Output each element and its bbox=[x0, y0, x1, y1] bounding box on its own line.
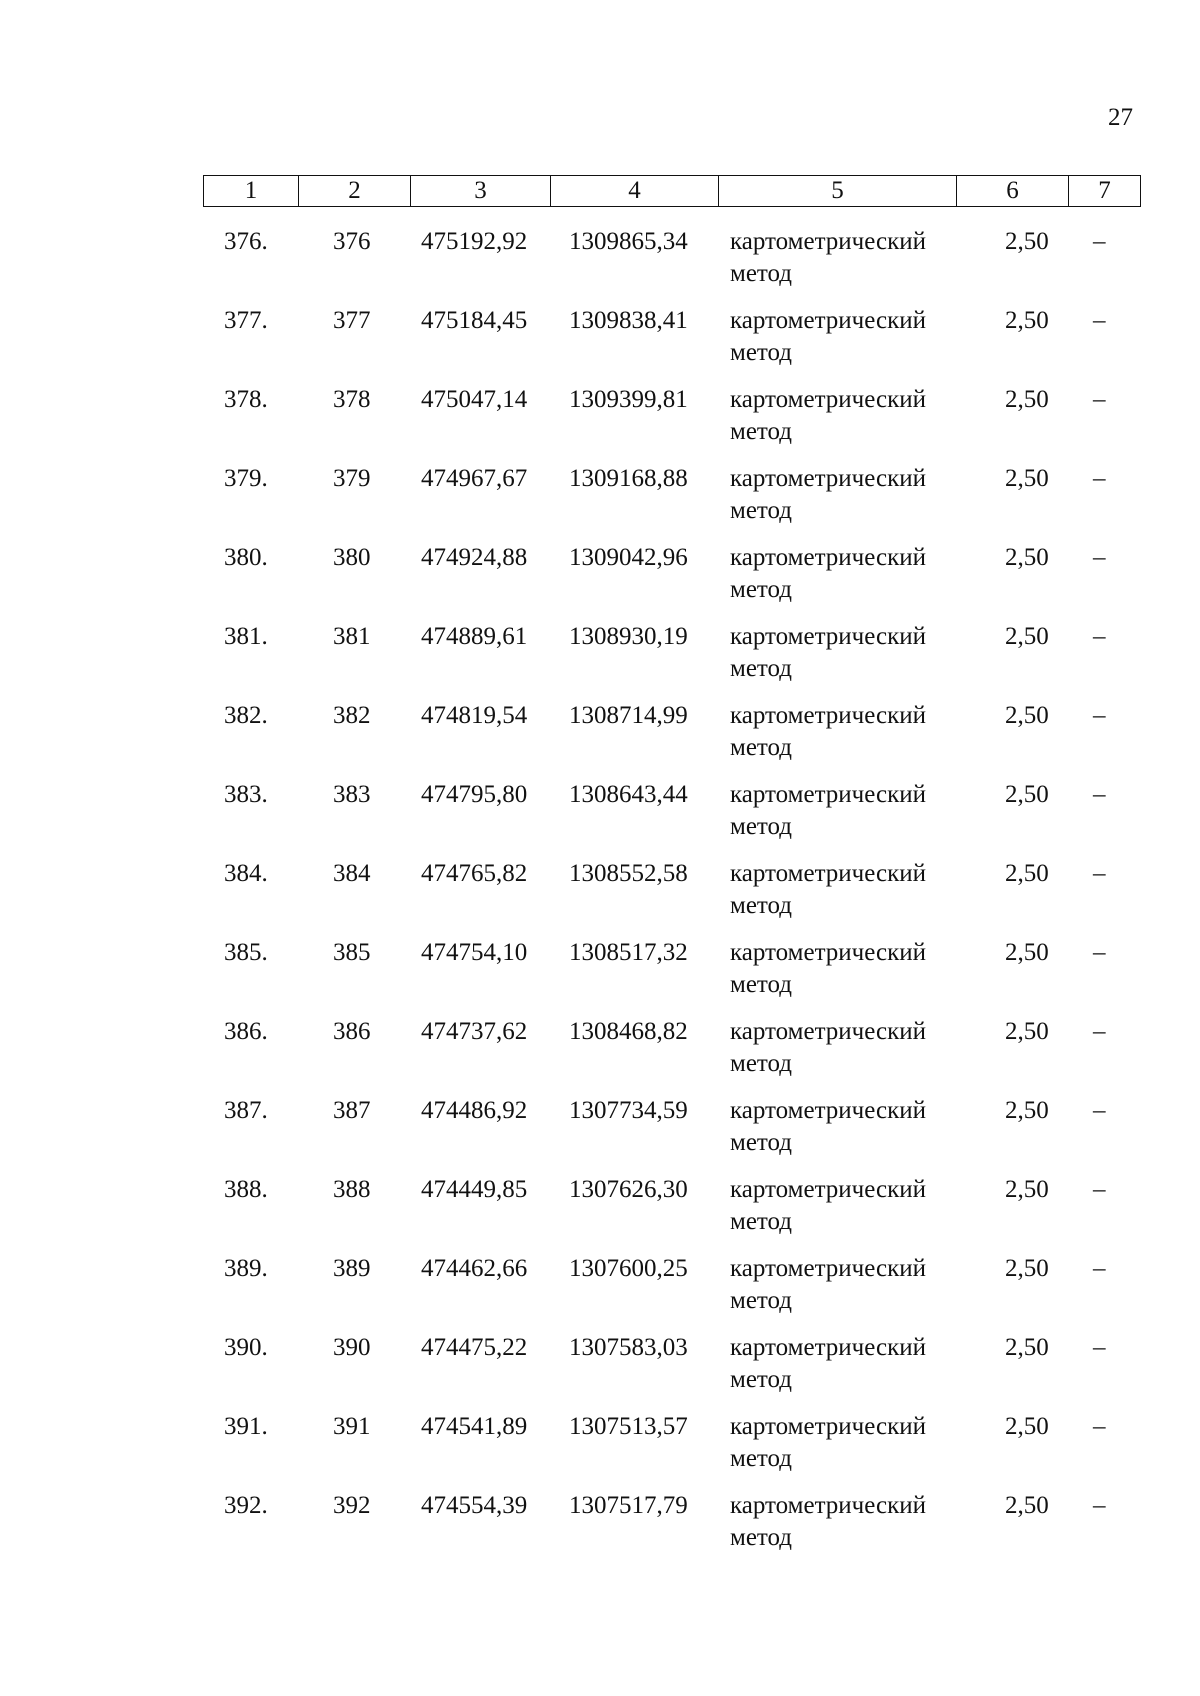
point-id: 386 bbox=[333, 1018, 371, 1045]
column-header: 4 bbox=[551, 176, 719, 207]
accuracy: 2,50 bbox=[1005, 781, 1049, 808]
accuracy: 2,50 bbox=[1005, 1492, 1049, 1519]
note: – bbox=[1093, 623, 1106, 650]
method-line-1: картометрический bbox=[730, 386, 926, 413]
method-line-2: метод bbox=[730, 971, 793, 998]
row-number: 380. bbox=[224, 544, 268, 571]
accuracy: 2,50 bbox=[1005, 1018, 1049, 1045]
method bbox=[730, 1016, 926, 1080]
coordinate-y: 1308517,32 bbox=[569, 939, 688, 966]
coordinate-x: 474795,80 bbox=[421, 781, 528, 808]
method-line-1: картометрический bbox=[730, 860, 926, 887]
row-number: 376. bbox=[224, 228, 268, 255]
accuracy: 2,50 bbox=[1005, 1097, 1049, 1124]
method-line-2: метод bbox=[730, 655, 793, 682]
method bbox=[730, 463, 926, 527]
method-line-2: метод bbox=[730, 418, 793, 445]
method-line-1: картометрический bbox=[730, 939, 926, 966]
method-line-1: картометрический bbox=[730, 1334, 926, 1361]
coordinate-y: 1307513,57 bbox=[569, 1413, 688, 1440]
accuracy: 2,50 bbox=[1005, 860, 1049, 887]
method-line-1: картометрический bbox=[730, 1413, 926, 1440]
method-line-1: картометрический bbox=[730, 228, 926, 255]
row-number: 384. bbox=[224, 860, 268, 887]
method-line-2: метод bbox=[730, 892, 793, 919]
coordinate-y: 1308930,19 bbox=[569, 623, 688, 650]
coordinate-x: 474765,82 bbox=[421, 860, 528, 887]
method-line-1: картометрический bbox=[730, 1176, 926, 1203]
point-id: 382 bbox=[333, 702, 371, 729]
method-line-2: метод bbox=[730, 1129, 793, 1156]
point-id: 385 bbox=[333, 939, 371, 966]
point-id: 381 bbox=[333, 623, 371, 650]
note: – bbox=[1093, 1334, 1106, 1361]
method-line-1: картометрический bbox=[730, 307, 926, 334]
method-line-2: метод bbox=[730, 576, 793, 603]
column-header: 7 bbox=[1069, 176, 1141, 207]
point-id: 390 bbox=[333, 1334, 371, 1361]
point-id: 384 bbox=[333, 860, 371, 887]
table-row bbox=[203, 621, 1142, 700]
row-number: 378. bbox=[224, 386, 268, 413]
table-row bbox=[203, 1490, 1142, 1569]
method-line-1: картометрический bbox=[730, 1018, 926, 1045]
coordinate-x: 474967,67 bbox=[421, 465, 528, 492]
coordinate-x: 475192,92 bbox=[421, 228, 528, 255]
method bbox=[730, 1174, 926, 1238]
method bbox=[730, 305, 926, 369]
method-line-1: картометрический bbox=[730, 1255, 926, 1282]
method bbox=[730, 384, 926, 448]
table-row bbox=[203, 226, 1142, 305]
note: – bbox=[1093, 781, 1106, 808]
row-number: 379. bbox=[224, 465, 268, 492]
table-row bbox=[203, 700, 1142, 779]
note: – bbox=[1093, 1176, 1106, 1203]
note: – bbox=[1093, 386, 1106, 413]
coordinate-x: 475047,14 bbox=[421, 386, 528, 413]
method bbox=[730, 858, 926, 922]
method bbox=[730, 779, 926, 843]
accuracy: 2,50 bbox=[1005, 228, 1049, 255]
note: – bbox=[1093, 465, 1106, 492]
coordinate-x: 475184,45 bbox=[421, 307, 528, 334]
note: – bbox=[1093, 702, 1106, 729]
point-id: 376 bbox=[333, 228, 371, 255]
accuracy: 2,50 bbox=[1005, 1413, 1049, 1440]
note: – bbox=[1093, 307, 1106, 334]
coordinate-x: 474889,61 bbox=[421, 623, 528, 650]
note: – bbox=[1093, 544, 1106, 571]
coordinate-x: 474462,66 bbox=[421, 1255, 528, 1282]
coordinate-x: 474819,54 bbox=[421, 702, 528, 729]
table-row bbox=[203, 1411, 1142, 1490]
coordinate-x: 474737,62 bbox=[421, 1018, 528, 1045]
coordinate-y: 1309865,34 bbox=[569, 228, 688, 255]
table-row bbox=[203, 305, 1142, 384]
note: – bbox=[1093, 1018, 1106, 1045]
row-number: 388. bbox=[224, 1176, 268, 1203]
accuracy: 2,50 bbox=[1005, 623, 1049, 650]
method-line-1: картометрический bbox=[730, 1492, 926, 1519]
table-row bbox=[203, 1332, 1142, 1411]
row-number: 389. bbox=[224, 1255, 268, 1282]
table-row bbox=[203, 1016, 1142, 1095]
row-number: 383. bbox=[224, 781, 268, 808]
note: – bbox=[1093, 939, 1106, 966]
accuracy: 2,50 bbox=[1005, 1255, 1049, 1282]
accuracy: 2,50 bbox=[1005, 702, 1049, 729]
point-id: 392 bbox=[333, 1492, 371, 1519]
table-row bbox=[203, 858, 1142, 937]
point-id: 380 bbox=[333, 544, 371, 571]
column-header: 2 bbox=[299, 176, 411, 207]
accuracy: 2,50 bbox=[1005, 307, 1049, 334]
page-number: 27 bbox=[1108, 104, 1133, 131]
method-line-1: картометрический bbox=[730, 623, 926, 650]
method bbox=[730, 1253, 926, 1317]
row-number: 387. bbox=[224, 1097, 268, 1124]
note: – bbox=[1093, 228, 1106, 255]
accuracy: 2,50 bbox=[1005, 939, 1049, 966]
table-row bbox=[203, 542, 1142, 621]
point-id: 383 bbox=[333, 781, 371, 808]
coordinate-x: 474449,85 bbox=[421, 1176, 528, 1203]
header-row bbox=[204, 176, 1141, 207]
method-line-2: метод bbox=[730, 734, 793, 761]
note: – bbox=[1093, 860, 1106, 887]
column-header: 3 bbox=[411, 176, 551, 207]
row-number: 381. bbox=[224, 623, 268, 650]
method bbox=[730, 1490, 926, 1554]
coordinate-y: 1308643,44 bbox=[569, 781, 688, 808]
accuracy: 2,50 bbox=[1005, 386, 1049, 413]
coordinate-y: 1309399,81 bbox=[569, 386, 688, 413]
point-id: 378 bbox=[333, 386, 371, 413]
accuracy: 2,50 bbox=[1005, 544, 1049, 571]
table-row bbox=[203, 1253, 1142, 1332]
method-line-1: картометрический bbox=[730, 702, 926, 729]
note: – bbox=[1093, 1097, 1106, 1124]
coordinate-x: 474475,22 bbox=[421, 1334, 528, 1361]
coordinate-rows bbox=[203, 226, 1142, 1569]
point-id: 387 bbox=[333, 1097, 371, 1124]
method-line-2: метод bbox=[730, 1445, 793, 1472]
method-line-2: метод bbox=[730, 1366, 793, 1393]
method-line-1: картометрический bbox=[730, 465, 926, 492]
point-id: 377 bbox=[333, 307, 371, 334]
row-number: 382. bbox=[224, 702, 268, 729]
method bbox=[730, 1332, 926, 1396]
method bbox=[730, 700, 926, 764]
note: – bbox=[1093, 1492, 1106, 1519]
note: – bbox=[1093, 1413, 1106, 1440]
point-id: 389 bbox=[333, 1255, 371, 1282]
method bbox=[730, 621, 926, 685]
method bbox=[730, 226, 926, 290]
coordinate-y: 1309168,88 bbox=[569, 465, 688, 492]
method-line-2: метод bbox=[730, 1287, 793, 1314]
point-id: 388 bbox=[333, 1176, 371, 1203]
method-line-2: метод bbox=[730, 497, 793, 524]
coordinate-x: 474541,89 bbox=[421, 1413, 528, 1440]
method bbox=[730, 1411, 926, 1475]
method-line-2: метод bbox=[730, 339, 793, 366]
method-line-2: метод bbox=[730, 813, 793, 840]
note: – bbox=[1093, 1255, 1106, 1282]
coordinate-y: 1308714,99 bbox=[569, 702, 688, 729]
method-line-1: картометрический bbox=[730, 781, 926, 808]
table-row bbox=[203, 937, 1142, 1016]
table-row bbox=[203, 463, 1142, 542]
coordinate-x: 474924,88 bbox=[421, 544, 528, 571]
column-header-table bbox=[203, 175, 1141, 207]
coordinate-y: 1308552,58 bbox=[569, 860, 688, 887]
row-number: 386. bbox=[224, 1018, 268, 1045]
method-line-1: картометрический bbox=[730, 544, 926, 571]
method bbox=[730, 937, 926, 1001]
row-number: 390. bbox=[224, 1334, 268, 1361]
method bbox=[730, 1095, 926, 1159]
method-line-2: метод bbox=[730, 1524, 793, 1551]
method-line-2: метод bbox=[730, 1050, 793, 1077]
method-line-1: картометрический bbox=[730, 1097, 926, 1124]
row-number: 392. bbox=[224, 1492, 268, 1519]
point-id: 391 bbox=[333, 1413, 371, 1440]
column-header: 1 bbox=[204, 176, 299, 207]
coordinate-y: 1307517,79 bbox=[569, 1492, 688, 1519]
method-line-2: метод bbox=[730, 1208, 793, 1235]
method-line-2: метод bbox=[730, 260, 793, 287]
coordinate-y: 1309042,96 bbox=[569, 544, 688, 571]
table-row bbox=[203, 779, 1142, 858]
column-header: 6 bbox=[957, 176, 1069, 207]
coordinate-x: 474554,39 bbox=[421, 1492, 528, 1519]
method bbox=[730, 542, 926, 606]
point-id: 379 bbox=[333, 465, 371, 492]
coordinate-y: 1308468,82 bbox=[569, 1018, 688, 1045]
coordinate-y: 1307600,25 bbox=[569, 1255, 688, 1282]
coordinate-x: 474754,10 bbox=[421, 939, 528, 966]
coordinate-y: 1307734,59 bbox=[569, 1097, 688, 1124]
column-header: 5 bbox=[719, 176, 957, 207]
accuracy: 2,50 bbox=[1005, 1334, 1049, 1361]
table-row bbox=[203, 1095, 1142, 1174]
row-number: 385. bbox=[224, 939, 268, 966]
accuracy: 2,50 bbox=[1005, 465, 1049, 492]
row-number: 377. bbox=[224, 307, 268, 334]
coordinate-y: 1307583,03 bbox=[569, 1334, 688, 1361]
table-row bbox=[203, 384, 1142, 463]
accuracy: 2,50 bbox=[1005, 1176, 1049, 1203]
coordinate-y: 1307626,30 bbox=[569, 1176, 688, 1203]
coordinate-y: 1309838,41 bbox=[569, 307, 688, 334]
row-number: 391. bbox=[224, 1413, 268, 1440]
coordinate-x: 474486,92 bbox=[421, 1097, 528, 1124]
table-row bbox=[203, 1174, 1142, 1253]
